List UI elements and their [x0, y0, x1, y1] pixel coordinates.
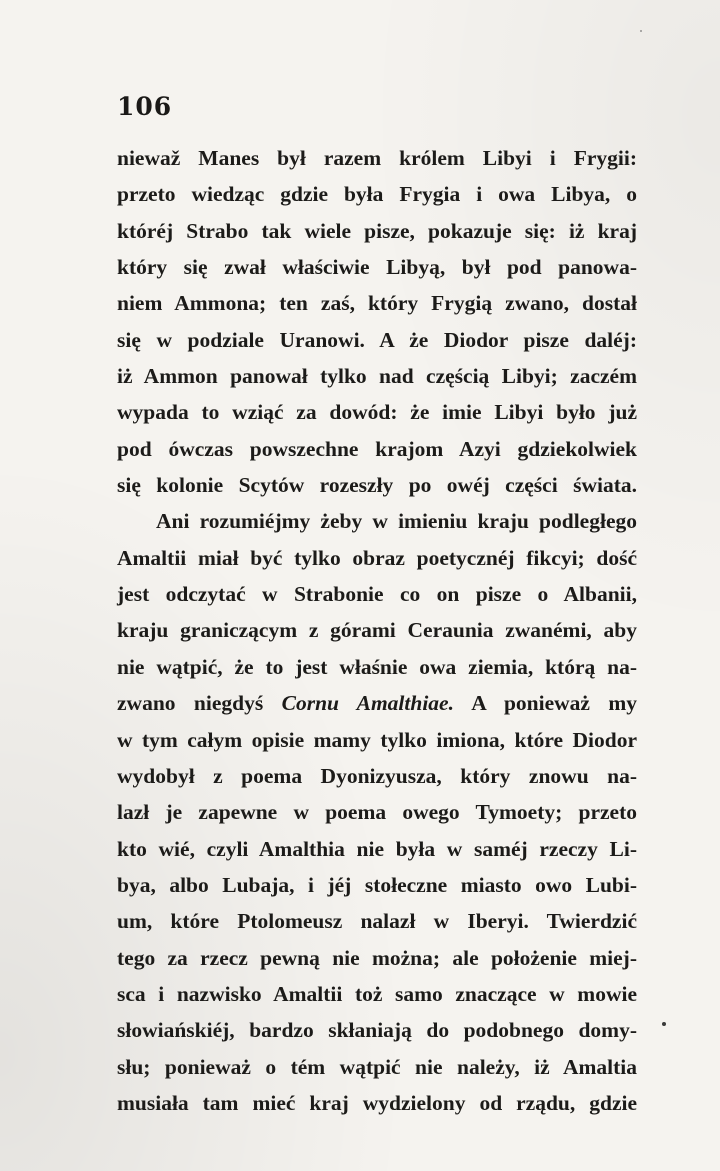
text-line: się w podziale Uranowi. A że Diodor pisze daléj:	[117, 327, 637, 352]
text-line-with-italic: zwano niegdyś Cornu Amalthiae. A ponieważ my	[117, 691, 638, 716]
text-line: wypada to wziąć za dowód: że imie Libyi było już	[117, 400, 637, 425]
text-line: w tym całym opisie mamy tylko imiona, które Diodor	[117, 727, 637, 752]
text-line: słowiańskiéj, bardzo skłaniają do podobnego domy-	[117, 1018, 637, 1043]
text-line: sca i nazwisko Amaltii toż samo znaczące w mowie	[117, 981, 637, 1006]
text-line: jest odczytać w Strabonie co on pisze o Albanii,	[117, 582, 637, 607]
text-line: który się zwał właściwie Libyą, był pod panowa-	[117, 255, 637, 280]
text-line: kto wié, czyli Amalthia nie była w saméj rzeczy Li-	[117, 836, 637, 861]
text-line: kraju graniczącym z górami Ceraunia zwanémi, aby	[117, 618, 637, 643]
text-line: tego za rzecz pewną nie można; ale położenie miej-	[117, 945, 637, 970]
paragraph-start-line: Ani rozumiéjmy żeby w imieniu kraju podległego	[156, 509, 637, 534]
body-text	[117, 140, 637, 1121]
text-line: niewaž Manes był razem królem Libyi i Frygii:	[117, 146, 637, 170]
text-line: się kolonie Scytów rozeszły po owéj części świata.	[117, 473, 637, 498]
text-line: Amaltii miał być tylko obraz poetycznéj fikcyi; dość	[117, 545, 637, 570]
text-line: musiała tam mieć kraj wydzielony od rządu, gdzie	[117, 1090, 637, 1115]
text-line: bya, albo Lubaja, i jéj stołeczne miasto owo Lubi-	[117, 872, 637, 897]
text-line: wydobył z poema Dyonizyusza, który znowu na-	[117, 763, 637, 788]
text-line: słu; ponieważ o tém wątpić nie należy, iż Amaltia	[117, 1054, 637, 1079]
ink-speck	[640, 30, 642, 32]
text-line: któréj Strabo tak wiele pisze, pokazuje się: iż kraj	[117, 218, 637, 243]
text-line: przeto wiedząc gdzie była Frygia i owa Libya, o	[117, 182, 637, 207]
page-number: 106	[117, 92, 173, 121]
text-line: nie wątpić, że to jest właśnie owa ziemia, którą na-	[117, 654, 637, 679]
ink-speck	[662, 1022, 666, 1026]
text-line: iż Ammon panował tylko nad częścią Libyi; zaczém	[117, 364, 637, 389]
text-line: lazł je zapewne w poema owego Tymoety; przeto	[117, 800, 637, 825]
text-line: niem Ammona; ten zaś, który Frygią zwano, dostał	[117, 291, 637, 316]
text-line: pod ówczas powszechne krajom Azyi gdziekolwiek	[117, 436, 637, 461]
italic-phrase: Cornu Amalthiae.	[281, 691, 454, 716]
text-line: um, które Ptolomeusz nalazł w Iberyi. Twierdzić	[117, 909, 637, 934]
